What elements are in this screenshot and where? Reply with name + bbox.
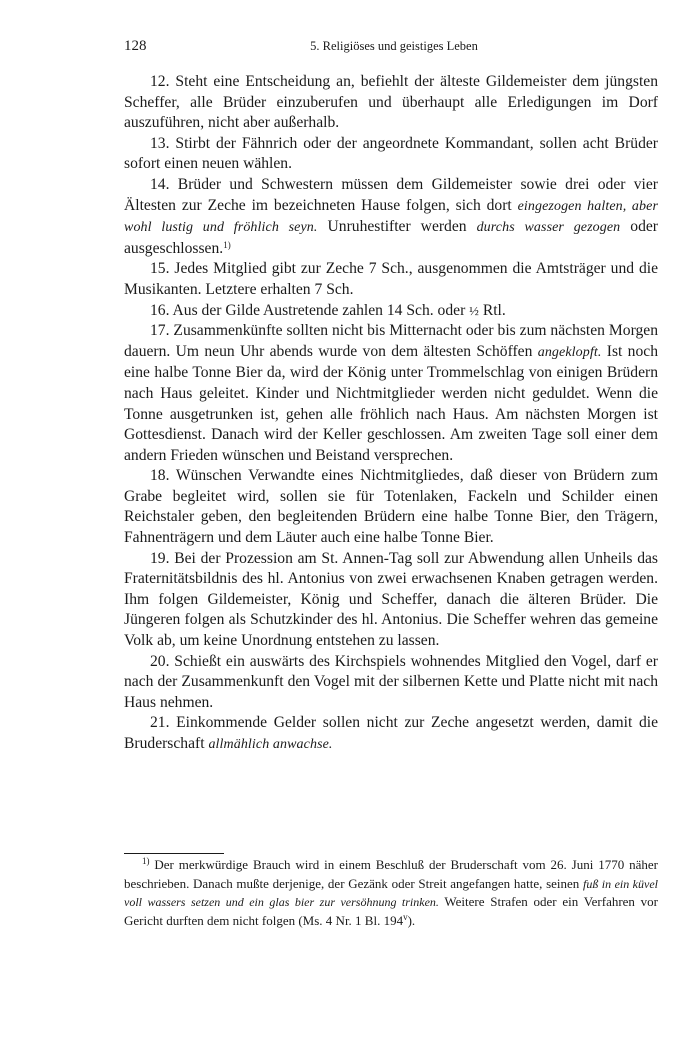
paragraph-19: 19. Bei der Prozession am St. Annen-Tag soll zur Abwendung allen Unheils das Fraternitätsbildnis des hl. Antonius von zwei erwachsenen Knaben getragen werden. Ihm folgen Gildemeister, König und Scheffer, danach die älteren Brüder. Die Jüngeren folgen als Schutzkinder des hl. Antonius. Die Scheffer wehren das gemeine Volk ab, um keine Unordnung entstehen zu lassen. [124,549,658,650]
fraction-half: ½ [469,302,479,318]
paragraph-12: 12. Steht eine Entscheidung an, befiehlt der älteste Gildemeister dem jüngsten Scheffer, alle Brüder einzuberufen und überhaupt alle Erledigungen im Dorf auszuführen, nicht aber außerhalb. [124,73,658,132]
paragraph-17-text-a: 17. Zusammenkünfte sollten nicht bis Mitternacht oder bis zum nächsten Morgen dauern. Um neun Uhr abends wurde von dem ältesten Schöffen [124,322,658,360]
footnote-text-a: Der merkwürdige Brauch wird in einem Beschluß der Bruderschaft vom 26. Juni 1770 näher beschrieben. Danach mußte derjenige, der Gezänk oder Streit angefangen hatte, seinen [124,857,658,891]
paragraph-18: 18. Wünschen Verwandte eines Nichtmitgliedes, daß dieser von Brüdern zum Grabe begleitet wird, sollen sie für Totenlaken, Fackeln und Schilder einen Reichstaler geben, den begleitenden Brüdern eine halbe Tonne Bier, den Trägern, Fahnenträgern und dem Läuter auch eine halbe Tonne Bier. [124,467,658,547]
footnote-marker: 1) [142,856,150,866]
running-title: 5. Religiöses und geistiges Leben [310,39,478,53]
paragraph-16-text-b: Rtl. [478,301,506,319]
footnote-text-b: Weitere Strafen oder ein Verfahren vor Gericht durften dem nicht folgen (Ms. 4 Nr. 1 Bl. 194 [124,894,658,928]
paragraph-14-quote-a: eingezogen halten, aber wohl lustig und fröhlich seyn. [124,198,658,236]
footnote [124,856,658,930]
folio-verso-mark: v [403,911,408,922]
paragraph-17-quote-a: angeklopft. [537,344,602,360]
paragraph-21 [124,713,658,755]
paragraph-21-quote-a: allmählich anwachse. [208,737,333,752]
paragraph-13: 13. Stirbt der Fähnrich oder der angeordnete Kommandant, sollen acht Brüder sofort einen neuen wählen. [124,134,658,173]
footnote-text-c: ). [407,912,416,928]
paragraph-20: 20. Schießt ein auswärts des Kirchspiels wohnendes Mitglied den Vogel, darf er nach der Zusammenkunft den Vogel mit der silbernen Kette und Platte nicht mit nach Haus nehmen. [124,652,658,711]
body-text [124,72,658,756]
paragraph-17 [124,321,658,466]
paragraph-15: 15. Jedes Mitglied gibt zur Zeche 7 Sch., ausgenommen die Amtsträger und die Musikanten. Letztere erhalten 7 Sch. [124,260,658,298]
paragraph-17-text-b: Ist noch eine halbe Tonne Bier da, wird der König unter Trommelschlag von einigen Brüdern nach Haus geleitet. Kinder und Nichtmitglieder werden nicht geduldet. Wenn die Tonne ausgetrunken ist, gehen alle fröhlich nach Haus. Am nächsten Morgen ist Gottesdienst. Danach wird der Keller geschlossen. Am zweiten Tage soll einer dem andern Frieden wünschen und Beistand versprechen. [124,342,658,464]
page-number: 128 [124,38,147,54]
page-header [124,38,664,58]
paragraph-14-text-c: oder ausgeschlossen. [124,218,659,257]
paragraph-16 [124,301,658,322]
footnote-separator [124,853,224,854]
paragraph-16-text-a: 16. Aus der Gilde Austretende zahlen 14 Sch. oder [150,301,470,319]
paragraph-21-text-a: 21. Einkommende Gelder sollen nicht zur Zeche angesetzt werden, damit die Bruderschaft [124,714,658,752]
paragraph-14 [124,175,658,259]
paragraph-14-quote-b: durchs wasser gezogen [476,220,621,236]
paragraph-14-text-a: 14. Brüder und Schwestern müssen dem Gildemeister sowie drei oder vier Ältesten zur Zeche im bezeichneten Hause folgen, sich dort [124,175,658,214]
paragraph-14-text-b: Unruhestifter werden [317,218,477,236]
footnote-reference[interactable]: 1) [223,239,231,250]
footnote-quote: fuß in ein küvel voll wassers setzen und ein glas bier zur versöhnung trinken. [124,876,658,909]
